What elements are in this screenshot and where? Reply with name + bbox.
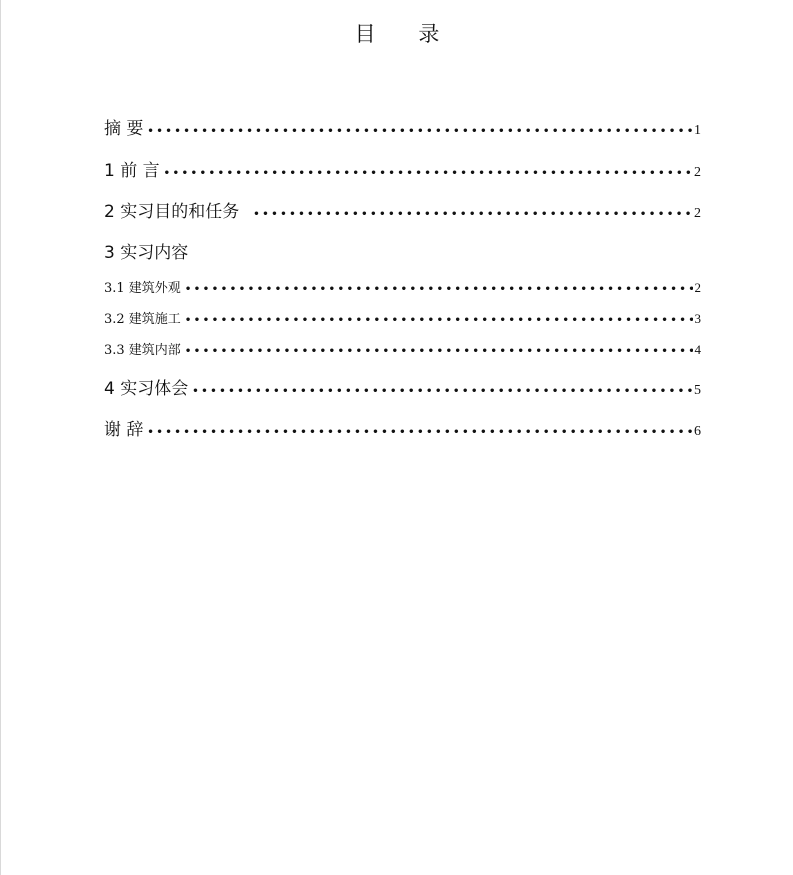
toc-page-number: 6 <box>694 424 701 439</box>
toc-entry-label: 4 实习体会 <box>104 379 189 399</box>
dot-leader <box>147 126 692 137</box>
toc-page-number: 1 <box>694 123 701 138</box>
toc-page-number: 5 <box>694 383 701 398</box>
dot-leader <box>147 427 692 438</box>
dot-leader <box>192 386 692 397</box>
dot-leader <box>164 168 692 179</box>
toc-entry-label: 摘 要 <box>104 119 144 139</box>
toc-entry-exterior[interactable] <box>104 277 701 296</box>
toc-entry-label: 3.3 建筑内部 <box>104 343 181 358</box>
dot-leader <box>253 209 692 220</box>
toc-entry-purpose[interactable] <box>104 197 701 222</box>
toc-entry-label: 2 实习目的和任务 <box>104 202 240 222</box>
toc-entry-construction[interactable] <box>104 308 701 327</box>
toc-page-number: 3 <box>694 311 701 326</box>
toc-page-number: 2 <box>694 280 701 295</box>
toc-entry-label: 3.1 建筑外观 <box>104 281 181 296</box>
toc-page-number: 2 <box>694 206 701 221</box>
toc-entry-content[interactable] <box>104 238 701 263</box>
dot-leader <box>185 346 693 357</box>
toc-entry-experience[interactable] <box>104 374 701 399</box>
toc-entry-label: 3 实习内容 <box>104 243 189 263</box>
toc-entry-label: 1 前 言 <box>104 161 160 181</box>
toc-entry-interior[interactable] <box>104 339 701 358</box>
dot-leader <box>185 284 693 295</box>
toc-entry-abstract[interactable] <box>104 114 701 139</box>
toc-entry-label: 谢 辞 <box>104 420 144 440</box>
dot-leader <box>185 315 693 326</box>
toc-entry-preface[interactable] <box>104 156 701 181</box>
toc-entry-label: 3.2 建筑施工 <box>104 312 181 327</box>
toc-title: 目 录 <box>354 22 458 46</box>
toc-page-number: 4 <box>694 342 701 357</box>
toc-entry-acknowledgements[interactable] <box>104 415 701 440</box>
toc-page-number: 2 <box>694 165 701 180</box>
